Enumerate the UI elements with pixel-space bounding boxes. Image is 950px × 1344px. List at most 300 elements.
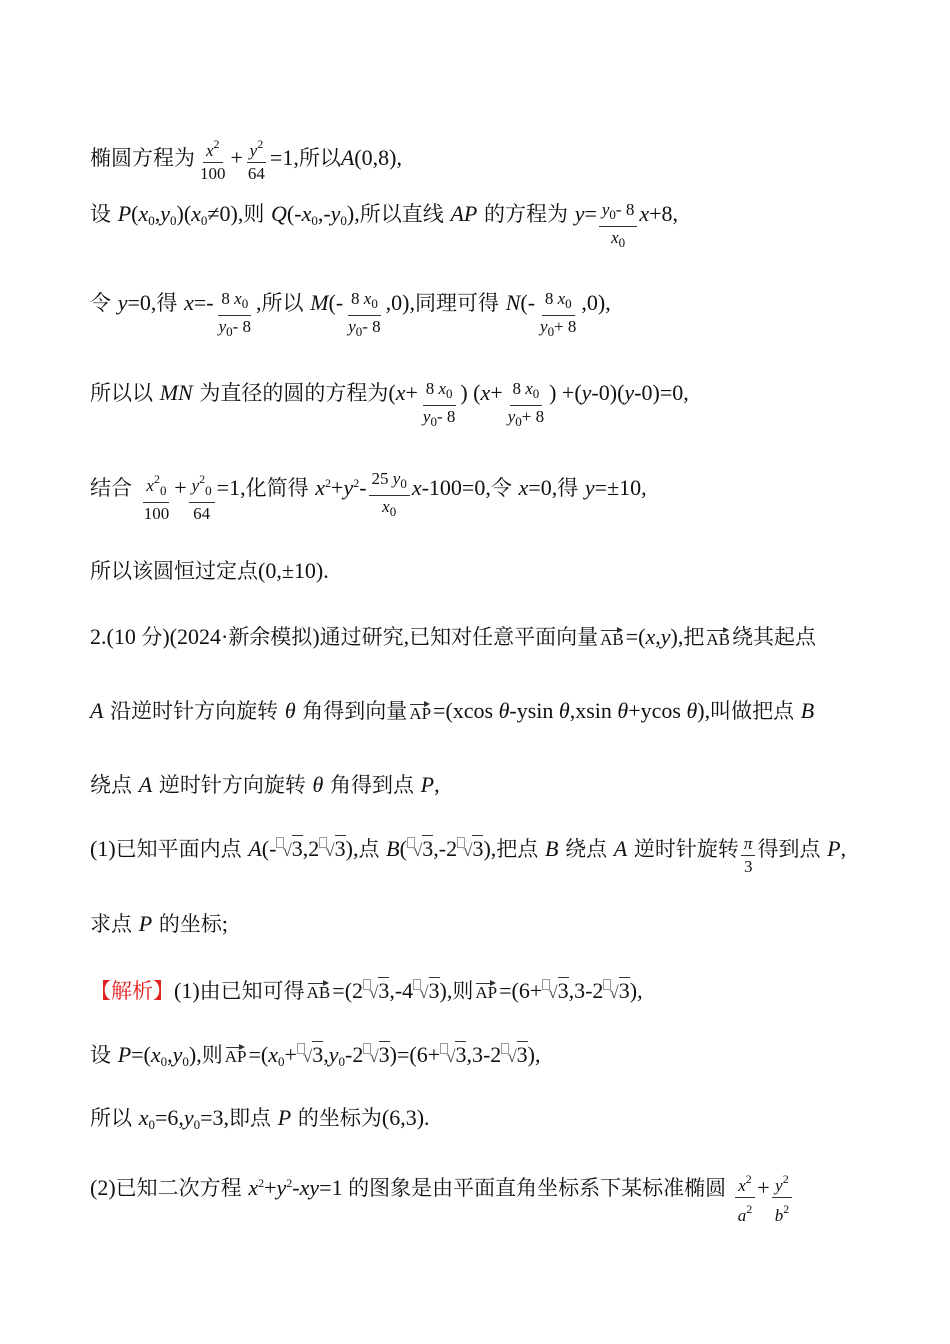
- denominator: [420, 406, 458, 433]
- radicand: 3: [291, 836, 303, 861]
- math-text: ,: [655, 624, 661, 649]
- math-variable: x: [738, 1176, 746, 1195]
- numerator: [741, 833, 756, 856]
- text-run: 令: [90, 291, 118, 315]
- text-run: 沿逆时针方向旋转: [103, 699, 285, 723]
- numerator: [247, 133, 267, 163]
- math-variable: x: [150, 1042, 161, 1067]
- vector-ab: AB: [706, 622, 730, 652]
- math-variable: A: [613, 836, 628, 861]
- math-variable: a: [737, 1206, 747, 1225]
- text-run: 设: [90, 202, 118, 226]
- math-variable: y: [660, 624, 671, 649]
- math-text: ),: [670, 624, 684, 649]
- math-text: +: [757, 1175, 770, 1200]
- math-text: ,0),: [581, 290, 611, 315]
- math-text: +: [331, 475, 344, 500]
- text-line: [90, 975, 643, 1008]
- text-line: [90, 556, 329, 586]
- math-variable: B: [800, 698, 815, 723]
- math-text: 8: [512, 379, 526, 398]
- cube-root: [363, 978, 389, 1003]
- fraction: [216, 288, 254, 343]
- math-text: =(xcos: [433, 698, 499, 723]
- math-variable: x: [205, 141, 214, 160]
- math-text: ) +(: [549, 380, 582, 405]
- text-run: 已知对任意平面向量: [409, 625, 599, 649]
- math-text: +8,: [649, 201, 679, 226]
- superscript: 2: [257, 137, 264, 151]
- math-text: ),: [697, 698, 711, 723]
- subscript: 0: [159, 483, 167, 498]
- text-run: 绕点: [90, 773, 139, 797]
- math-variable: y: [218, 317, 227, 336]
- math-variable: x: [315, 475, 326, 500]
- math-text: (2): [90, 1175, 116, 1200]
- radicand: 3: [557, 978, 569, 1003]
- math-text: ),: [527, 1042, 541, 1067]
- math-text: + 8: [554, 317, 577, 336]
- numerator: [735, 1168, 755, 1198]
- radicand: 3: [618, 978, 630, 1003]
- fraction: [505, 378, 547, 433]
- subscript: 0: [532, 386, 540, 401]
- math-text: 8: [351, 289, 364, 308]
- cube-root: [319, 836, 345, 861]
- math-text: ,: [840, 836, 847, 861]
- text-run: 得到点: [757, 837, 828, 861]
- math-variable: x: [234, 289, 242, 308]
- math-variable: y: [172, 1042, 183, 1067]
- math-variable: y: [328, 1042, 339, 1067]
- denominator: [141, 503, 173, 525]
- math-variable: b: [774, 1206, 784, 1225]
- subscript: 0: [515, 414, 522, 429]
- math-variable: B: [386, 836, 400, 861]
- math-variable: P: [277, 1105, 292, 1130]
- math-text: 100: [143, 504, 170, 523]
- numerator: [348, 288, 381, 316]
- math-text: ,-2: [433, 836, 458, 861]
- math-text: (: [131, 201, 139, 226]
- math-text: =(2: [332, 978, 364, 1003]
- subscript: 0: [446, 386, 453, 401]
- subscript: 0: [277, 1054, 285, 1069]
- math-variable: P: [138, 911, 153, 936]
- text-line: [90, 622, 816, 652]
- radicand: 3: [428, 978, 440, 1003]
- text-line: [90, 1039, 540, 1077]
- math-text: =0,: [127, 290, 157, 315]
- subscript: 0: [400, 476, 407, 491]
- radicand: 3: [334, 836, 346, 861]
- superscript: 2: [213, 137, 220, 151]
- fraction: [369, 468, 410, 523]
- math-variable: y: [160, 201, 170, 226]
- math-variable: y: [330, 201, 341, 226]
- math-text: )(2024·: [162, 624, 229, 649]
- math-variable: y: [574, 201, 585, 226]
- math-text: (: [388, 380, 396, 405]
- text-run: 点: [358, 837, 387, 861]
- math-text: ,: [323, 1042, 329, 1067]
- math-text: 100: [200, 164, 226, 183]
- math-text: ),: [629, 978, 643, 1003]
- text-run: 逆时针旋转: [627, 837, 739, 861]
- radical-sign: √: [369, 1047, 379, 1066]
- text-line: [90, 833, 846, 878]
- math-variable: x: [518, 475, 529, 500]
- cube-root: [297, 1042, 323, 1067]
- text-run: 的方程为: [477, 202, 575, 226]
- math-text: =3,: [200, 1105, 230, 1130]
- math-text: ,3-2: [568, 978, 604, 1003]
- math-text: 8: [544, 289, 558, 308]
- math-variable: x: [382, 497, 390, 516]
- fraction: [537, 288, 579, 343]
- text-run: 同理可得: [415, 291, 506, 315]
- math-text: ;: [221, 911, 228, 936]
- superscript: 2: [199, 472, 206, 486]
- superscript: 2: [783, 1202, 790, 1216]
- numerator: [423, 378, 456, 406]
- radical-sign: √: [325, 841, 335, 860]
- math-text: +: [490, 380, 503, 405]
- radicand: 3: [455, 1042, 467, 1067]
- math-text: ),: [188, 1042, 202, 1067]
- math-text: ,-4: [389, 978, 414, 1003]
- fraction: [141, 468, 173, 525]
- subscript: 0: [182, 1054, 189, 1069]
- math-text: ) (: [460, 380, 481, 405]
- math-text: =-: [193, 290, 214, 315]
- vector-ap: AP: [225, 1039, 247, 1069]
- math-text: -100=0,: [421, 475, 491, 500]
- math-variable: P: [117, 1042, 132, 1067]
- math-text: =1,: [269, 145, 299, 170]
- text-run: 已知二次方程: [115, 1176, 249, 1200]
- text-run: 求点: [90, 912, 139, 936]
- math-variable: θ: [312, 772, 324, 797]
- math-text: (-: [261, 836, 277, 861]
- math-variable: θ: [498, 698, 510, 723]
- vector-ab: AB: [307, 975, 331, 1005]
- math-text: (: [399, 836, 407, 861]
- subscript: 0: [355, 324, 363, 339]
- text-run: 分: [141, 625, 163, 649]
- math-text: ),: [346, 201, 360, 226]
- text-run: 由已知可得: [199, 979, 305, 1003]
- math-variable: x: [395, 380, 406, 405]
- subscript: 0: [340, 213, 347, 228]
- vector-ap: AP: [475, 975, 497, 1005]
- superscript: 2: [258, 1176, 265, 1190]
- math-text: 64: [193, 504, 211, 523]
- cube-root: [603, 978, 629, 1003]
- math-variable: MN: [159, 380, 193, 405]
- text-line: [90, 696, 814, 726]
- math-text: -ysin: [509, 698, 559, 723]
- subscript: 0: [609, 207, 616, 222]
- math-variable: x: [645, 624, 656, 649]
- math-text: - 8: [615, 200, 635, 219]
- text-run: 为直径的圆的方程为: [192, 381, 389, 405]
- text-run: 得: [557, 476, 585, 500]
- math-text: ,: [167, 1042, 173, 1067]
- subscript: 0: [160, 1054, 168, 1069]
- text-line: [90, 133, 402, 185]
- math-variable: A: [248, 836, 262, 861]
- text-run: 角得到点: [323, 773, 421, 797]
- denominator: [608, 227, 628, 254]
- text-line: [90, 770, 440, 800]
- numerator: [203, 133, 223, 163]
- math-text: - 8: [362, 317, 381, 336]
- denominator: [741, 856, 756, 878]
- math-variable: A: [90, 698, 104, 723]
- math-variable: P: [117, 201, 132, 226]
- math-text: =1,: [216, 475, 246, 500]
- math-text: +: [264, 1175, 277, 1200]
- math-variable: x: [301, 201, 312, 226]
- text-line: [90, 288, 611, 343]
- math-variable: y: [584, 475, 595, 500]
- math-text: +: [284, 1042, 297, 1067]
- math-variable: x: [639, 201, 650, 226]
- fraction: [245, 133, 268, 185]
- text-run: 绕其起点: [731, 625, 816, 649]
- math-text: - 8: [436, 407, 456, 426]
- fraction: [420, 378, 458, 433]
- math-variable: x: [363, 289, 372, 308]
- vector-ap: AP: [409, 696, 431, 726]
- subscript: 0: [547, 324, 555, 339]
- math-variable: θ: [284, 698, 296, 723]
- text-run: 所以: [298, 146, 341, 170]
- math-text: =6,: [154, 1105, 184, 1130]
- math-variable: x: [248, 1175, 259, 1200]
- math-text: 2.(10: [90, 624, 142, 649]
- fraction: [345, 288, 383, 343]
- text-run: 令: [490, 476, 519, 500]
- math-text: (-: [328, 290, 344, 315]
- math-text: - 8: [232, 317, 252, 336]
- superscript: 2: [325, 476, 332, 490]
- math-variable: x: [191, 201, 201, 226]
- fraction: [189, 468, 215, 525]
- math-text: =1: [319, 1175, 349, 1200]
- text-run: 则: [452, 979, 474, 1003]
- numerator: [542, 288, 575, 316]
- subscript: 0: [618, 235, 626, 250]
- math-text: =±10,: [594, 475, 647, 500]
- math-text: ),: [439, 978, 453, 1003]
- denominator: [735, 1198, 756, 1227]
- text-run: 的坐标: [152, 912, 222, 936]
- subscript: 0: [226, 324, 233, 339]
- math-text: 64: [247, 164, 265, 183]
- text-run: 把: [683, 625, 705, 649]
- math-text: (-: [286, 201, 302, 226]
- math-variable: x: [411, 475, 422, 500]
- math-variable: y: [348, 317, 356, 336]
- math-variable: x: [138, 201, 149, 226]
- text-line: [90, 909, 228, 939]
- math-text: -: [359, 475, 367, 500]
- math-text: =(6+: [499, 978, 543, 1003]
- math-variable: x: [138, 1105, 149, 1130]
- math-variable: P: [420, 772, 435, 797]
- math-variable: AP: [450, 201, 478, 226]
- text-run: 逆时针方向旋转: [152, 773, 313, 797]
- math-variable: y: [183, 1105, 194, 1130]
- text-run: 把点: [496, 837, 545, 861]
- math-text: (6,3).: [381, 1105, 430, 1130]
- math-variable: y: [392, 469, 401, 488]
- cube-root: [440, 1042, 466, 1067]
- text-run: 所以直线: [359, 202, 451, 226]
- math-variable: x: [184, 290, 194, 315]
- text-run: 已知平面内点: [115, 837, 249, 861]
- math-text: ): [312, 624, 320, 649]
- math-variable: x: [438, 379, 447, 398]
- math-variable: π: [743, 834, 753, 853]
- radicand: 3: [378, 978, 390, 1003]
- math-text: -0)=0,: [634, 380, 689, 405]
- math-variable: y: [601, 200, 610, 219]
- math-text: ,: [434, 772, 440, 797]
- vector-ab: AB: [600, 622, 624, 652]
- math-text: )(: [176, 201, 192, 226]
- subscript: 0: [193, 1117, 201, 1132]
- cube-root: [407, 836, 433, 861]
- math-text: =(: [248, 1042, 269, 1067]
- radicand: 3: [422, 836, 434, 861]
- math-text: 3: [743, 857, 753, 876]
- math-variable: θ: [686, 698, 698, 723]
- math-variable: B: [544, 836, 559, 861]
- math-variable: y: [775, 1176, 783, 1195]
- math-text: )=(6+: [389, 1042, 441, 1067]
- subscript: 0: [389, 504, 397, 519]
- math-text: (-: [520, 290, 536, 315]
- math-variable: xy: [299, 1175, 320, 1200]
- text-run: 的坐标为: [291, 1106, 382, 1130]
- fraction: [599, 199, 637, 254]
- math-variable: x: [146, 476, 154, 495]
- math-text: =(: [131, 1042, 151, 1067]
- math-text: ,-: [317, 201, 331, 226]
- analysis-label: 【解析】: [90, 979, 174, 1003]
- denominator: [537, 316, 579, 343]
- radical-sign: √: [507, 1047, 517, 1066]
- math-text: ),: [345, 836, 359, 861]
- math-variable: y: [276, 1175, 287, 1200]
- text-run: 绕点: [558, 837, 614, 861]
- text-run: 所以: [261, 291, 311, 315]
- radical-sign: √: [463, 841, 473, 860]
- numerator: [599, 199, 637, 227]
- math-text: (1): [174, 978, 200, 1003]
- denominator: [245, 163, 268, 185]
- subscript: 0: [148, 1117, 155, 1132]
- math-text: ,: [403, 624, 410, 649]
- text-run: 则: [201, 1043, 223, 1067]
- math-variable: x: [480, 380, 491, 405]
- math-variable: y: [581, 380, 592, 405]
- math-variable: y: [624, 380, 635, 405]
- text-line: [90, 378, 689, 433]
- math-variable: θ: [617, 698, 629, 723]
- fraction: [735, 1168, 756, 1227]
- math-variable: x: [268, 1042, 278, 1067]
- fraction: [772, 1168, 793, 1227]
- text-line: [90, 468, 647, 525]
- text-run: 化简得: [245, 476, 316, 500]
- superscript: 2: [746, 1202, 753, 1216]
- math-variable: Q: [271, 201, 287, 226]
- text-run: 得: [156, 291, 185, 315]
- fraction: [741, 833, 756, 878]
- math-text: ≠0),: [207, 201, 244, 226]
- text-run: 设: [90, 1043, 118, 1067]
- text-run: 通过研究: [319, 625, 404, 649]
- math-variable: N: [505, 290, 521, 315]
- text-run: 的图象是由平面直角坐标系下某标准椭圆: [348, 1176, 733, 1200]
- math-variable: P: [827, 836, 841, 861]
- radical-sign: √: [419, 983, 429, 1002]
- math-text: + 8: [521, 407, 545, 426]
- subscript: 0: [430, 414, 437, 429]
- math-variable: y: [507, 407, 516, 426]
- math-text: +: [405, 380, 418, 405]
- denominator: [190, 503, 213, 525]
- math-variable: A: [340, 145, 355, 170]
- radical-sign: √: [412, 841, 423, 860]
- text-run: 叫做把点: [710, 699, 801, 723]
- math-variable: A: [138, 772, 153, 797]
- text-line: [90, 1168, 794, 1227]
- cube-root: [501, 1042, 527, 1067]
- math-text: 25: [371, 469, 393, 488]
- math-variable: y: [540, 317, 548, 336]
- denominator: [772, 1198, 793, 1227]
- math-text: ,: [256, 290, 262, 315]
- math-variable: y: [249, 141, 258, 160]
- math-text: ,0),: [385, 290, 415, 315]
- subscript: 0: [170, 213, 177, 228]
- radical-sign: √: [609, 983, 619, 1002]
- subscript: 0: [205, 483, 212, 498]
- radicand: 3: [472, 836, 484, 861]
- text-line: [90, 1103, 430, 1140]
- radicand: 3: [312, 1042, 324, 1067]
- subscript: 0: [148, 213, 155, 228]
- radical-sign: √: [446, 1047, 456, 1066]
- math-variable: y: [117, 290, 128, 315]
- math-text: -: [292, 1175, 300, 1200]
- text-run: 所以: [90, 1106, 139, 1130]
- math-text: ,xsin: [569, 698, 618, 723]
- math-variable: M: [310, 290, 329, 315]
- radicand: 3: [516, 1042, 528, 1067]
- numerator: [218, 288, 251, 316]
- cube-root: [276, 836, 302, 861]
- text-line: [90, 199, 678, 254]
- denominator: [197, 163, 229, 185]
- superscript: 2: [353, 476, 360, 490]
- radical-sign: √: [302, 1047, 313, 1066]
